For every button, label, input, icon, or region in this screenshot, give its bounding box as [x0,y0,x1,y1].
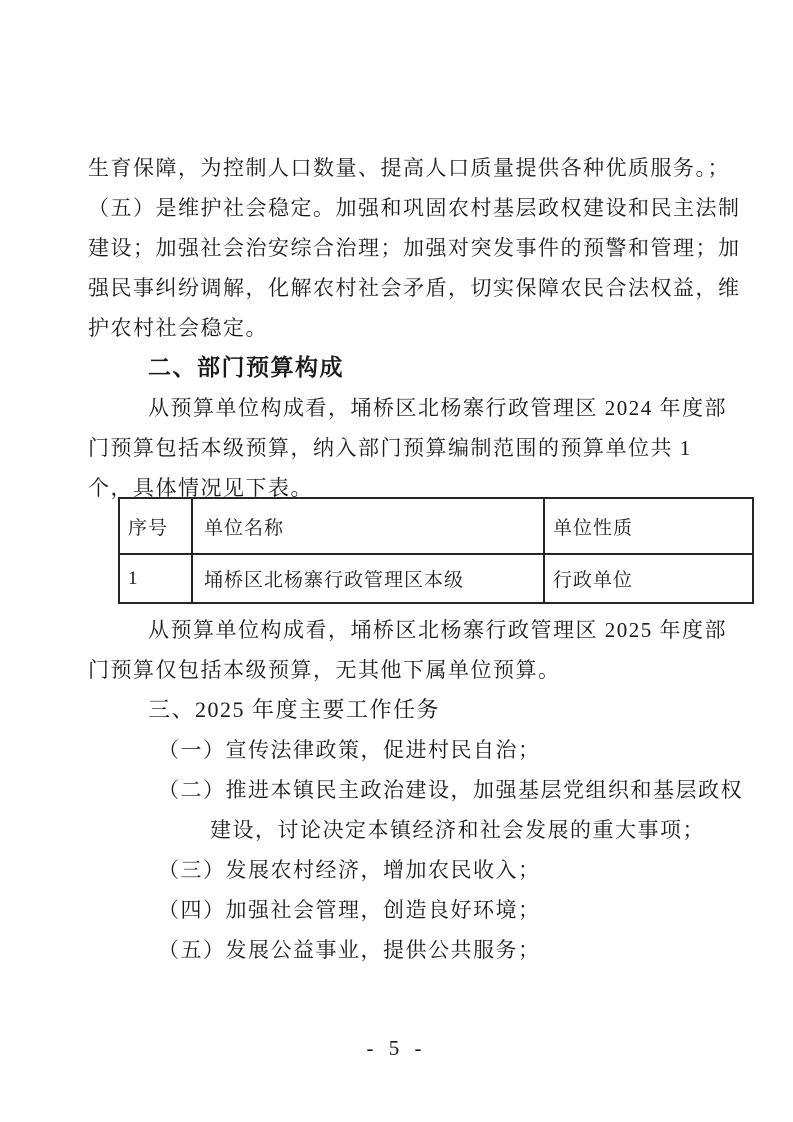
text-line: 护农村社会稳定。 [88,316,268,340]
header-cell-name: 单位名称 [192,498,544,554]
list-item: （三）发展农村经济，增加农民收入； [158,858,541,882]
text-line: 从预算单位构成看，埇桥区北杨寨行政管理区 2024 年度部 [148,396,727,420]
list-item: （二）推进本镇民主政治建设，加强基层党组织和基层政权 [158,778,743,802]
heading-text: 三、2025 年度主要工作任务 [148,697,441,722]
text-line: 强民事纠纷调解，化解农村社会矛盾，切实保障农民合法权益，维 [88,276,741,300]
text-line: 门预算包括本级预算，纳入部门预算编制范围的预算单位共 1 [88,436,692,460]
list-item: （一）宣传法律政策，促进村民自治； [158,738,541,762]
table-header-row [119,498,753,554]
paragraph-budget-units-2024 [88,388,740,508]
list-item-continuation: 建设，讨论决定本镇经济和社会发展的重大事项； [210,818,705,842]
cell-type: 行政单位 [544,554,753,603]
header-cell-seq: 序号 [119,498,192,554]
page-number: - 5 - [366,1036,427,1060]
section-heading-work-tasks [88,690,740,730]
text-line: 从预算单位构成看，埇桥区北杨寨行政管理区 2025 年度部 [148,618,727,642]
cell-seq: 1 [119,554,192,603]
heading-text: 二、部门预算构成 [148,355,344,380]
list-item: （四）加强社会管理，创造良好环境； [158,898,541,922]
cell-name: 埇桥区北杨寨行政管理区本级 [192,554,544,603]
text-line: 门预算仅包括本级预算，无其他下属单位预算。 [88,658,561,682]
paragraph-budget-units-2025 [88,610,740,690]
table-row [119,554,753,603]
list-item: （五）发展公益事业，提供公共服务； [158,938,541,962]
section-heading-budget-composition [88,348,740,388]
text-line: （五）是维护社会稳定。加强和巩固农村基层政权建设和民主法制 [88,196,741,220]
paragraph-social-stability [88,148,740,348]
work-task-list [88,730,743,970]
text-line: 建设；加强社会治安综合治理；加强对突发事件的预警和管理；加 [88,236,741,260]
text-line: 生育保障，为控制人口数量、提高人口质量提供各种优质服务。； [88,156,730,180]
budget-units-table [118,497,754,604]
header-cell-type: 单位性质 [544,498,753,554]
text-line: 个，具体情况见下表。 [88,476,313,500]
